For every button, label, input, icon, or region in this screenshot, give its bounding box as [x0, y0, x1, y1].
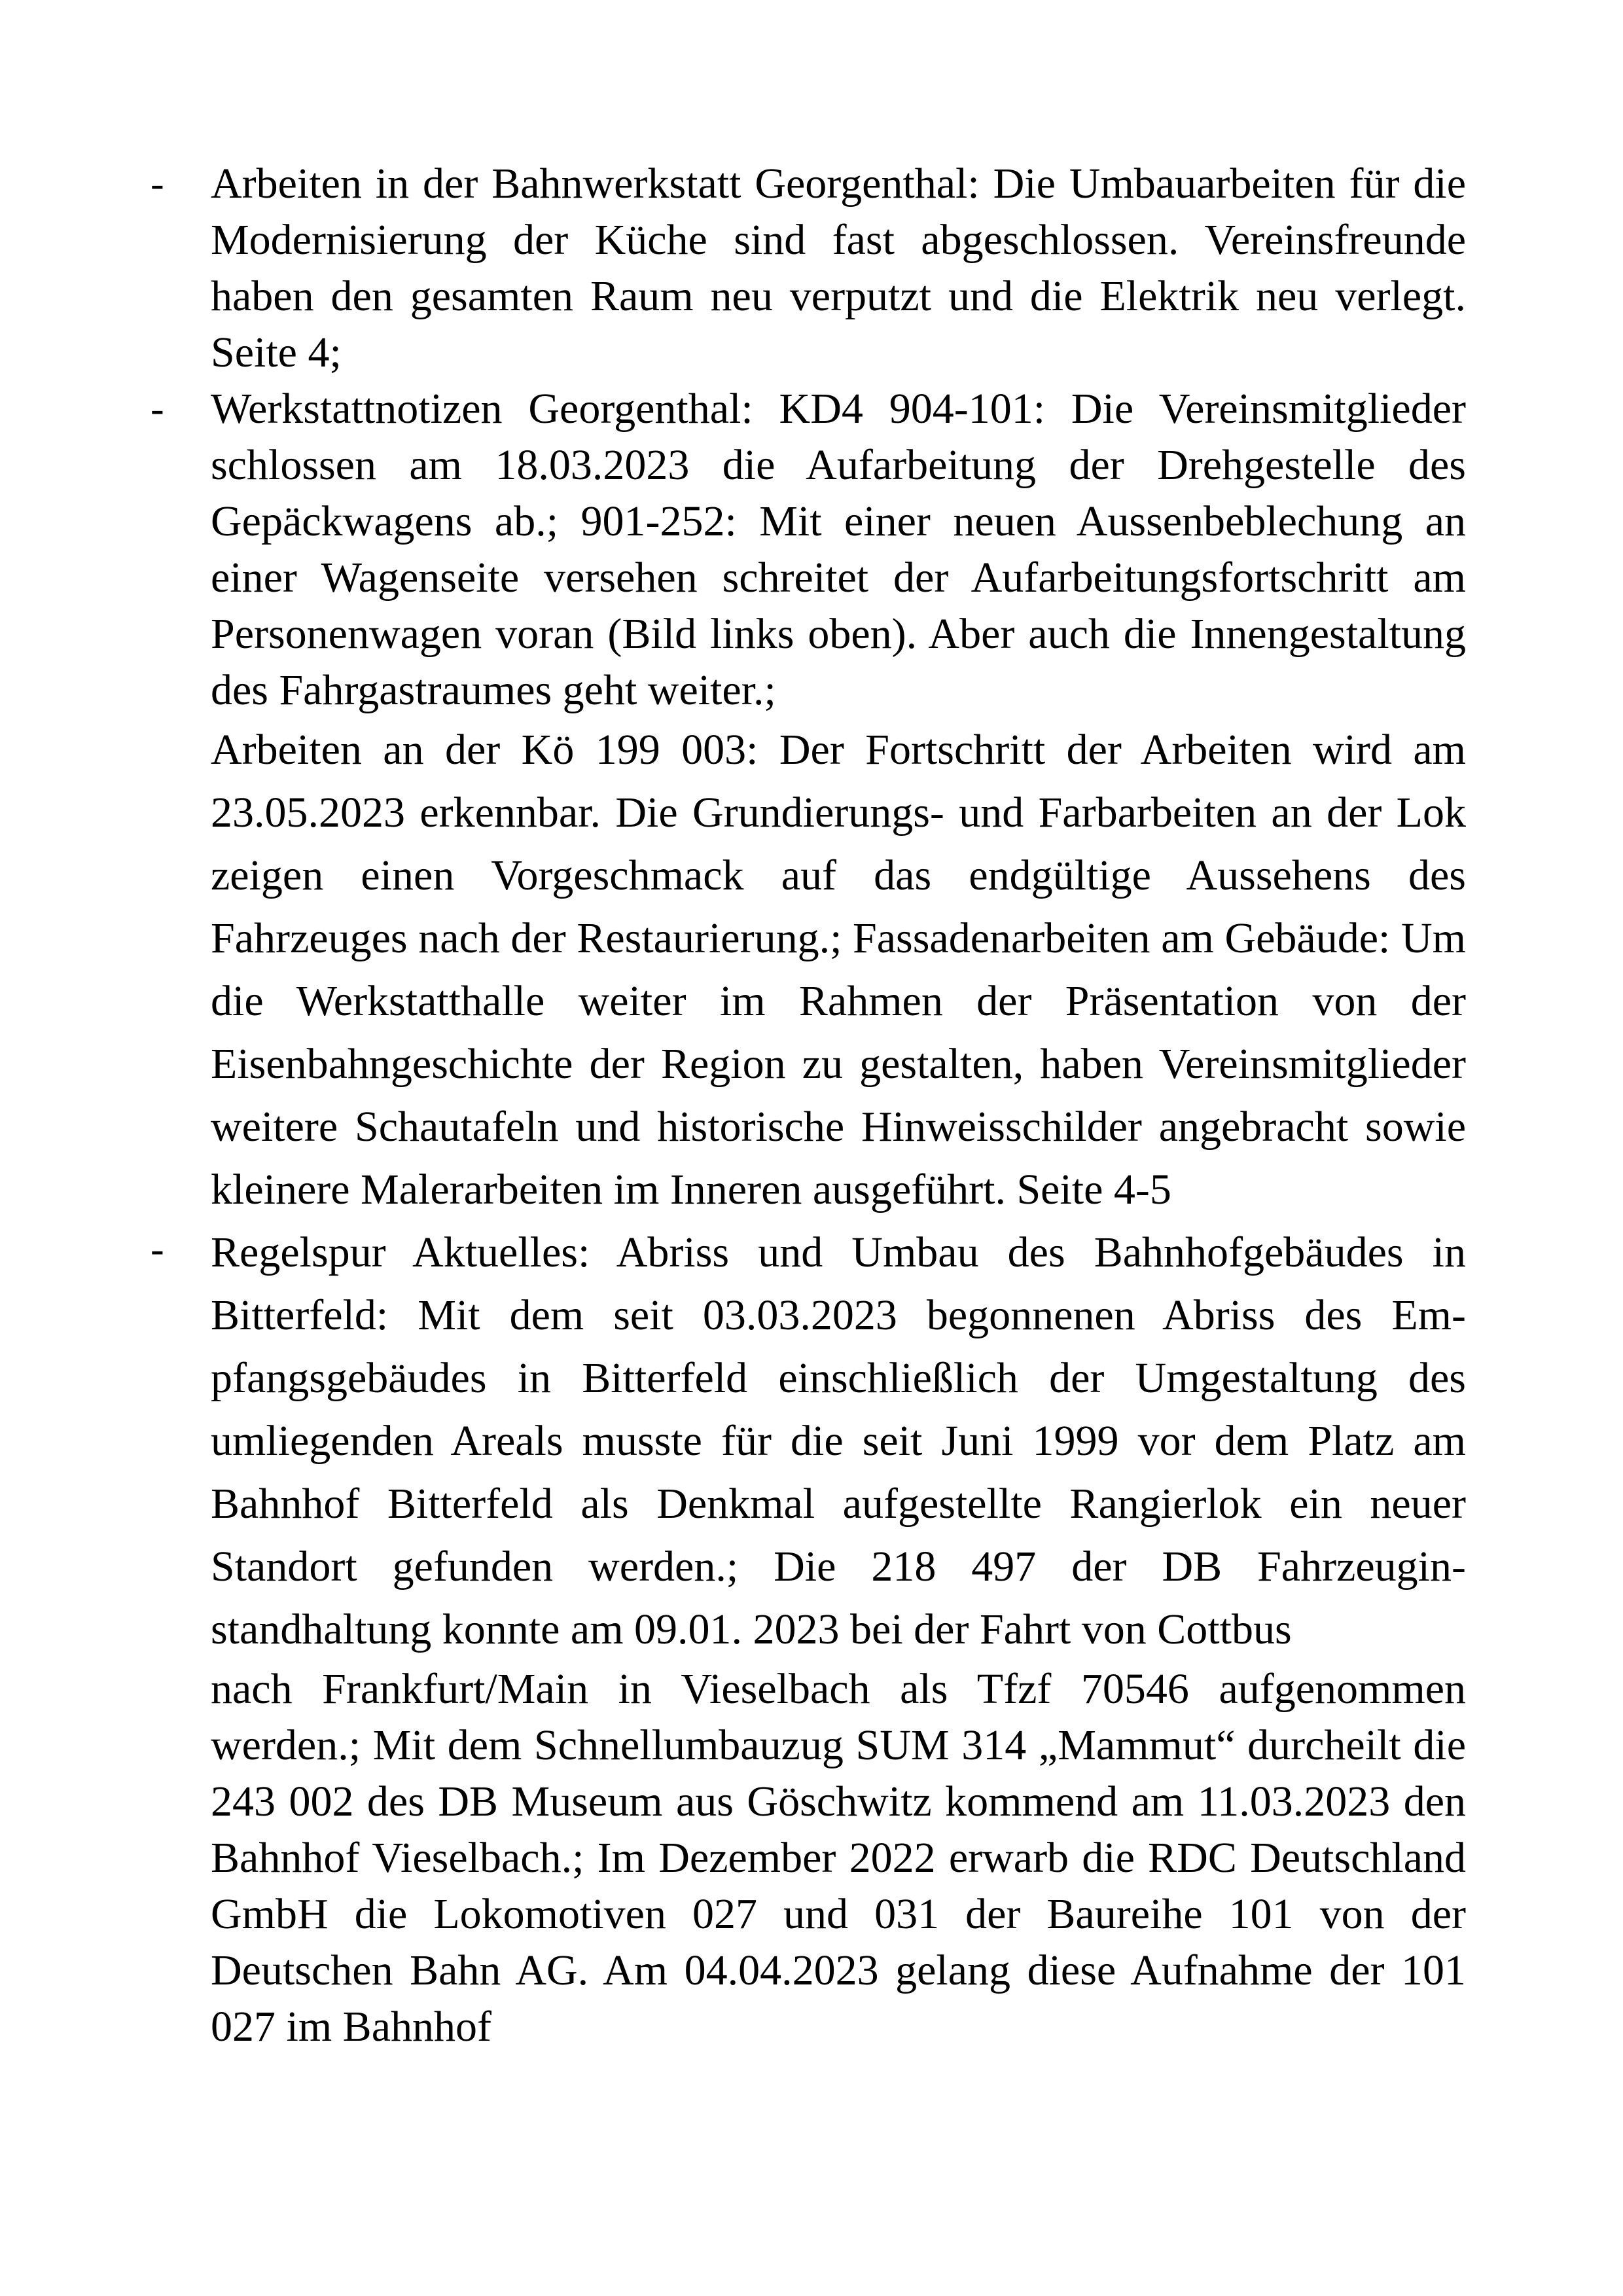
list-item	[151, 381, 1466, 1221]
item-text: Werkstattnotizen Georgenthal: KD4 904-101: Die Vereinsmitglieder schlossen am 18.03.2023 die Aufarbeitung der Drehgestelle des Gepäckwagens ab.; 901-252: Mit einer neuen Aussenbeblechung an einer Wagenseite versehen schreitet der Aufarbeitungsfortschritt am Personenwagen voran (Bild links oben). Aber auch die Innengestaltung des Fahrgastraumes geht weiter.;	[211, 385, 1466, 714]
list-bullet: -	[151, 387, 164, 431]
item-text-continued: Arbeiten an der Kö 199 003: Der Fortschritt der Arbeiten wird am 23.05.2023 erkennbar. Die Grundierungs- und Farbarbeiten an der Lok zeigen einen Vorgeschmack auf das endgültige Aussehens des Fahrzeuges nach der Restaurierung.; Fassadenarbeiten am Gebäude: Um die Werkstatthalle weiter im Rahmen der Präsentation von der Eisenbahngeschichte der Region zu gestalten, haben Vereinsmitglieder weitere Schautafeln und historische Hinweisschilder angebracht sowie kleinere Malerarbeiten im Inneren ausgeführt. Seite 4-5	[211, 726, 1466, 1213]
item-text: Arbeiten in der Bahnwerkstatt Georgenthal: Die Umbauarbeiten für die Modernisierung der Küche sind fast abgeschlossen. Vereinsfreunde haben den gesamten Raum neu verputzt und die Elektrik neu verlegt. Seite 4;	[211, 160, 1466, 376]
list-item	[151, 156, 1466, 381]
list-bullet: -	[151, 1227, 164, 1272]
list-bullet: -	[151, 162, 164, 206]
item-text-continued: nach Frankfurt/Main in Vieselbach als Tfzf 70546 aufgenommen werden.; Mit dem Schnellumbauzug SUM 314 „Mammut“ durcheilt die 243 002 des DB Museum aus Göschwitz kommend am 11.03.2023 den Bahnhof Vieselbach.; Im Dezember 2022 erwarb die RDC Deutschland GmbH die Lokomotiven 027 und 031 der Baureihe 101 von der Deutschen Bahn AG. Am 04.04.2023 gelang diese Aufnahme der 101 027 im Bahnhof	[211, 1665, 1466, 2051]
item-text: Regelspur Aktuelles: Abriss und Umbau des Bahnhofgebäudes in Bitterfeld: Mit dem seit 03.03.2023 begonnenen Abriss des Empfangsgebäudes in Bitterfeld einschließlich der Umgestaltung des umliegenden Areals musste für die seit Juni 1999 vor dem Platz am Bahnhof Bitterfeld als Denkmal aufgestellte Rangierlok ein neuer Standort gefunden werden.; Die 218 497 der DB Fahrzeuginstandhaltung konnte am 09.01. 2023 bei der Fahrt von Cottbus	[211, 1229, 1466, 1653]
list-item	[151, 1221, 1466, 2055]
news-list	[151, 156, 1466, 2055]
